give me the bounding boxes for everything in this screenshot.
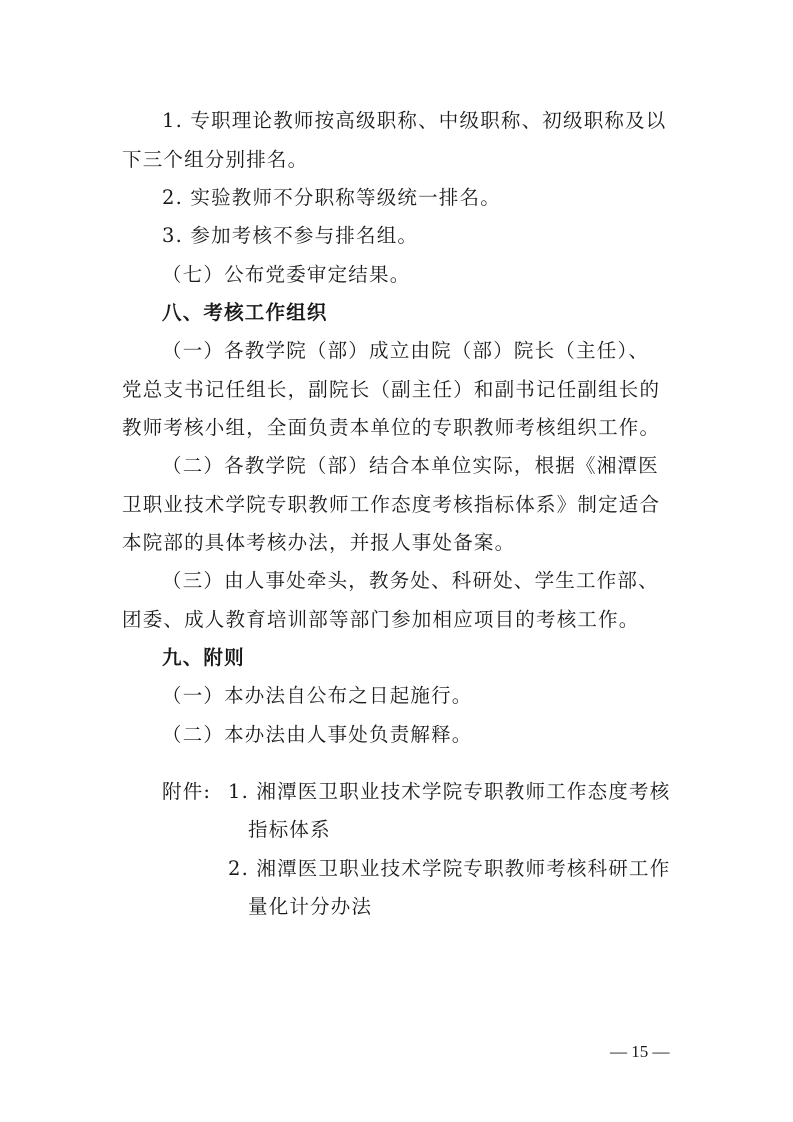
paragraph-line: 团委、成人教育培训部等部门参加相应项目的考核工作。 — [122, 608, 640, 631]
paragraph-line: 2. 实验教师不分职称等级统一排名。 — [162, 186, 501, 209]
paragraph-line: 卫职业技术学院专职教师工作态度考核指标体系》制定适合 — [122, 493, 661, 516]
paragraph-line: 1. 专职理论教师按高级职称、中级职称、初级职称及以 — [162, 109, 667, 132]
paragraph-line: 3. 参加考核不参与排名组。 — [162, 224, 419, 247]
paragraph-line: 教师考核小组，全面负责本单位的专职教师考核组织工作。 — [122, 416, 661, 439]
paragraph-line: 本院部的具体考核办法，并报人事处备案。 — [122, 531, 516, 554]
paragraph-line: 下三个组分别排名。 — [122, 148, 309, 171]
attachments-label: 附件: — [162, 780, 212, 803]
paragraph-line: （三）由人事处牵头，教务处、科研处、学生工作部、 — [162, 569, 659, 592]
attachment-item: 1. 湘潭医卫职业技术学院专职教师工作态度考核 — [228, 780, 671, 803]
paragraph-line: （二）本办法由人事处负责解释。 — [162, 723, 473, 746]
page-number: — 15 — — [610, 1042, 670, 1061]
paragraph-line: 党总支书记任组长，副院长（副主任）和副书记任副组长的 — [122, 378, 661, 401]
attachment-item-continuation: 指标体系 — [248, 818, 331, 841]
section-heading: 八、考核工作组织 — [162, 301, 328, 324]
attachment-item-continuation: 量化计分办法 — [248, 895, 373, 918]
attachment-item: 2. 湘潭医卫职业技术学院专职教师考核科研工作 — [228, 857, 671, 880]
section-heading: 九、附则 — [162, 646, 245, 669]
paragraph-line: （二）各教学院（部）结合本单位实际，根据《湘潭医 — [162, 454, 659, 477]
paragraph-line: （七）公布党委审定结果。 — [162, 263, 411, 286]
paragraph-line: （一）各教学院（部）成立由院（部）院长（主任）、 — [162, 339, 650, 362]
paragraph-line: （一）本办法自公布之日起施行。 — [162, 684, 473, 707]
